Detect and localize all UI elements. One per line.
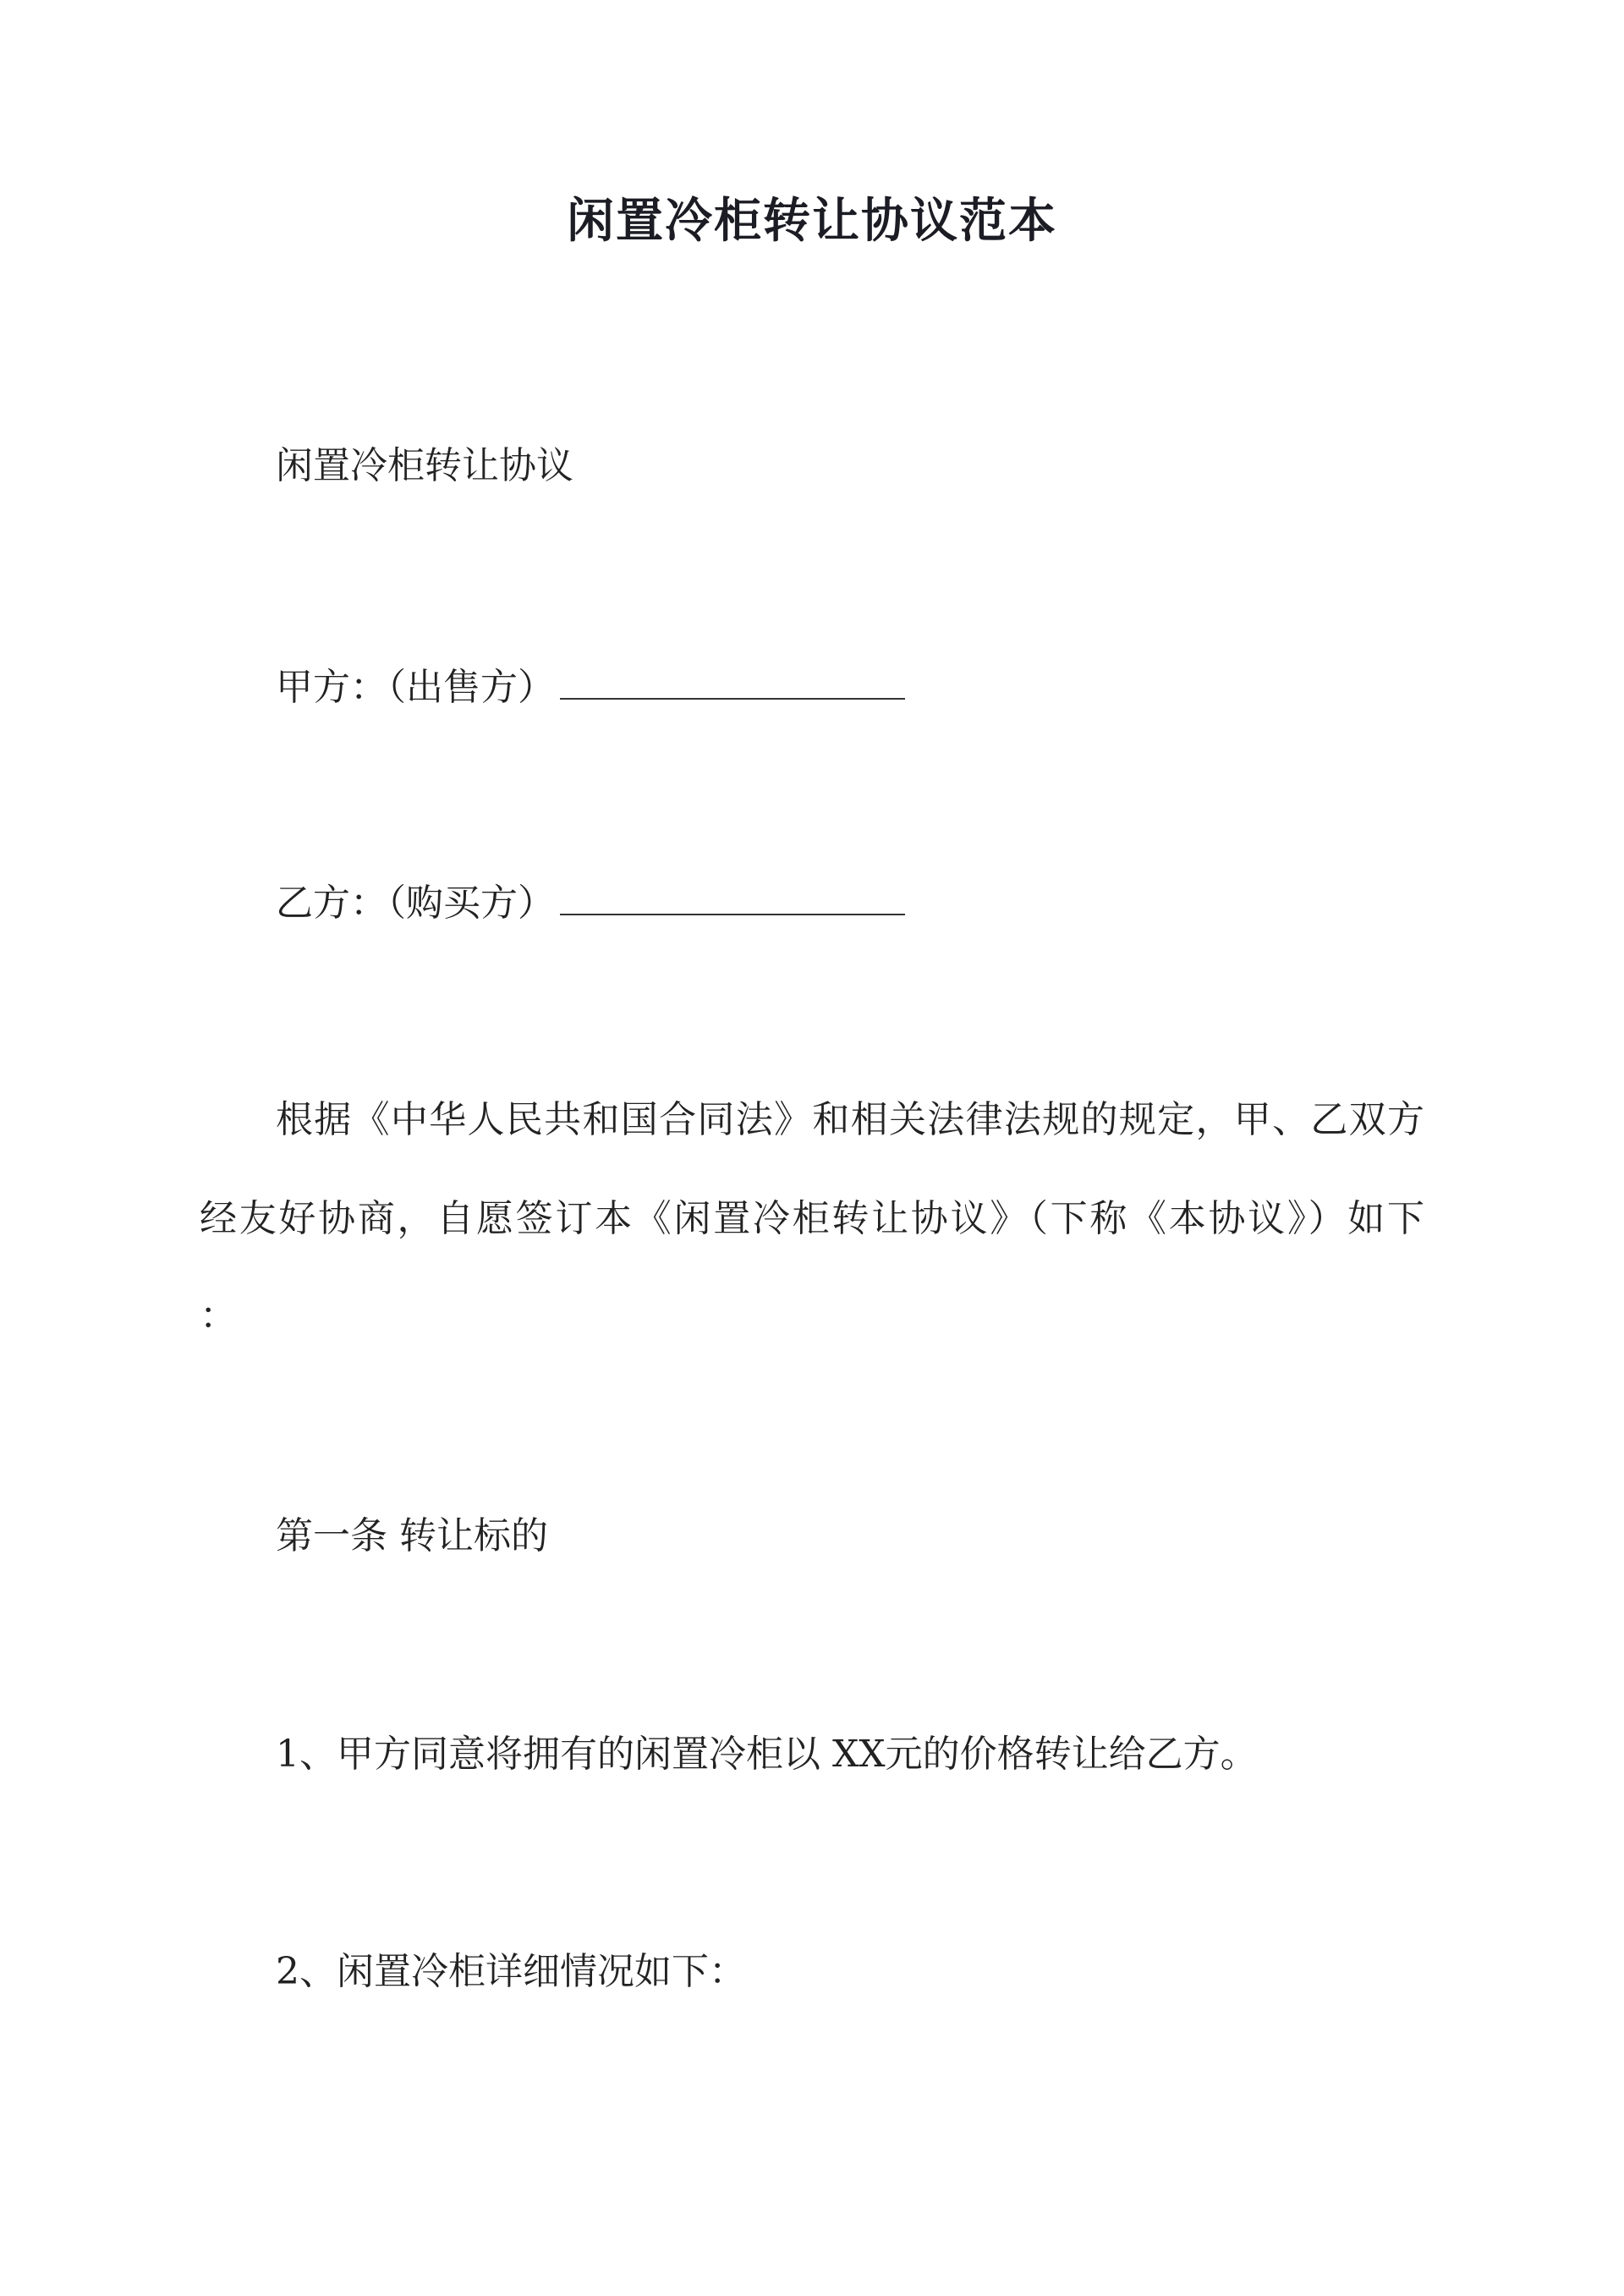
preamble-line-1: 根据《中华人民共和国合同法》和相关法律法规的规定，甲、乙双方 [276, 1098, 1424, 1141]
preamble-line-2: 经友好协商，自愿签订本《闲置冷柜转让协议》（下称《本协议》）如下 [200, 1197, 1424, 1240]
party-b-blank [560, 880, 905, 915]
preamble-line-3: ： [200, 1294, 237, 1338]
agreement-subtitle: 闲置冷柜转让协议 [276, 444, 573, 487]
party-b-label: 乙方：（购买方） [276, 882, 555, 925]
party-a-blank [560, 664, 905, 700]
party-a-line [276, 664, 905, 711]
party-b-line [276, 880, 905, 926]
party-a-label: 甲方：（出售方） [276, 666, 555, 709]
article-1-item-1: 1、甲方同意将拥有的闲置冷柜以 XX元的价格转让给乙方。 [276, 1733, 1258, 1776]
article-1-heading: 第一条 转让标的 [276, 1514, 548, 1557]
document-title: 闲置冷柜转让协议范本 [567, 193, 1057, 249]
article-1-item-2: 2、闲置冷柜详细情况如下： [276, 1950, 746, 1993]
